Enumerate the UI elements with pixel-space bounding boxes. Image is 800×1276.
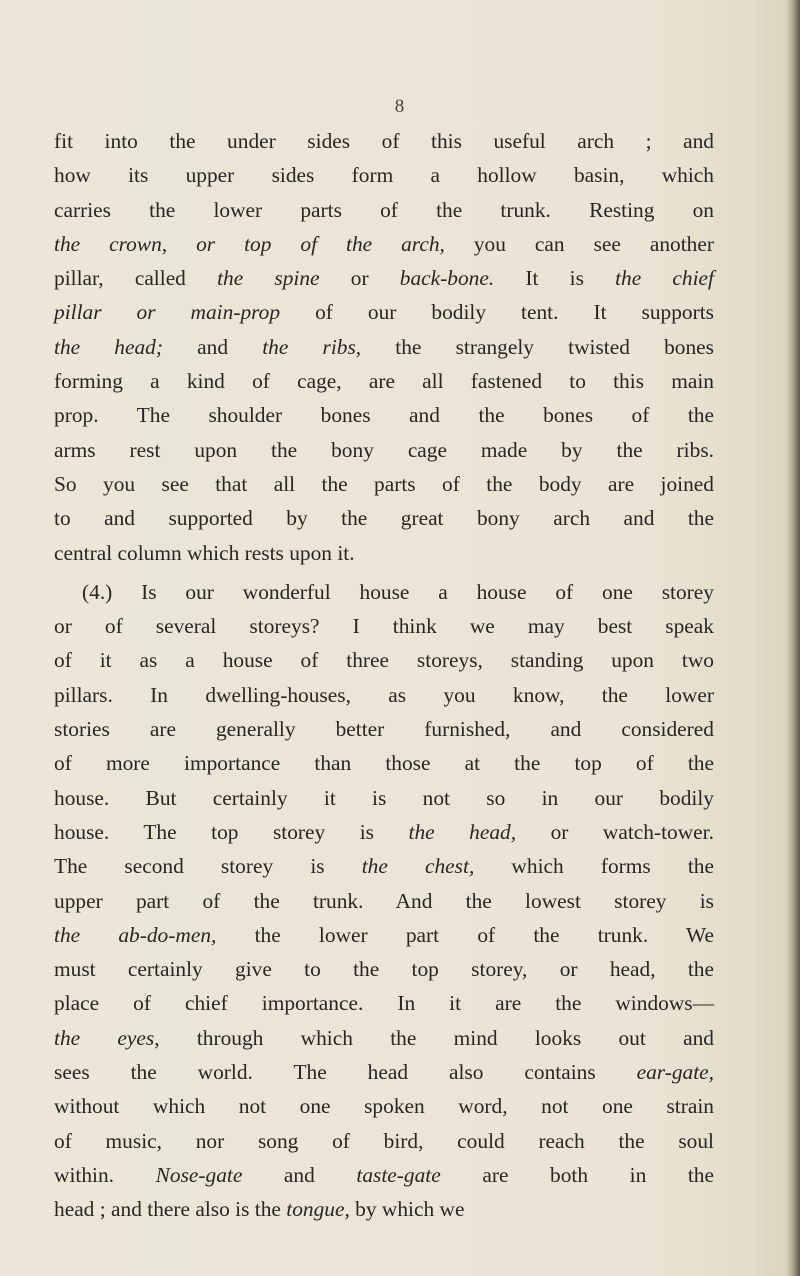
text-line [54,678,714,712]
text-line [54,609,714,643]
text-line [54,575,714,609]
text-run: to and supported by the great bony arch and the [54,506,714,531]
text-run: without which not one spoken word, not one strain [54,1094,714,1119]
text-run: stories are generally better furnished, and considered [54,717,714,742]
text-line [54,918,714,952]
text-run: fit into the under sides of this useful arch ; and [54,129,714,153]
text-run: sees the world. The head also contains [54,1060,637,1085]
text-line [54,364,714,398]
text-line [54,1055,714,1089]
page-edge [786,0,800,1276]
page-number: 8 [394,96,406,117]
text-run: through which the mind looks out and [159,1025,714,1050]
text-line [54,643,714,677]
text-run: or watch-tower. [516,819,714,844]
italic-text: ear-gate, [636,1060,714,1085]
text-line [54,1124,714,1158]
text-line [54,815,714,849]
italic-text: the chest, [361,854,475,879]
text-run: how its upper sides form a hollow basin, which [54,163,714,188]
text-run: (4.) Is our wonderful house a house of one storey [82,579,714,604]
text-run: or [319,266,400,291]
text-run: and [242,1162,357,1187]
italic-text: the chief [615,266,714,291]
text-line [54,536,714,570]
italic-text: the spine [217,266,320,291]
italic-text: the ribs, [262,334,362,359]
italic-text: tongue, [286,1197,350,1222]
text-run: are both in the [440,1162,714,1187]
text-line [54,330,714,364]
text-line [54,467,714,501]
text-line [54,295,714,329]
italic-text: the crown, or top of the arch, [54,231,445,256]
text-run: pillar, called [54,266,218,291]
italic-text: taste-gate [356,1162,441,1187]
text-run: arms rest upon the bony cage made by the ribs. [54,437,714,462]
text-line [54,501,714,535]
text-run: the strangely twisted bones [361,334,714,359]
text-line [54,884,714,918]
italic-text: back-bone. [399,266,495,291]
text-line [54,781,714,815]
text-line [54,746,714,780]
text-line [54,124,714,158]
text-run: The second storey is [54,854,362,879]
italic-text: pillar or main-prop [54,300,281,325]
text-run: So you see that all the parts of the body are joined [54,471,714,496]
text-line [54,1192,714,1226]
text-run: within. [54,1162,156,1187]
text-run: you can see another [444,231,714,256]
text-run: of music, nor song of bird, could reach the soul [54,1128,714,1153]
text-run: pillars. In dwelling-houses, as you know, the lower [54,682,714,707]
text-line [54,986,714,1020]
text-line [54,227,714,261]
text-line [54,261,714,295]
text-run: the lower part of the trunk. We [216,922,715,947]
text-line [54,433,714,467]
text-run: It is [494,266,616,291]
text-run: place of chief importance. In it are the windows— [54,991,714,1016]
text-line [54,193,714,227]
text-run: forming a kind of cage, are all fastened to this main [54,369,714,394]
text-run: prop. The shoulder bones and the bones of the [54,403,714,428]
italic-text: Nose-gate [155,1162,243,1187]
italic-text: the head; [54,334,163,359]
text-run: house. But certainly it is not so in our bodily [54,785,714,810]
text-line [54,849,714,883]
text-run: which forms the [474,854,715,879]
text-line [54,712,714,746]
text-run: of more importance than those at the top of the [54,751,714,776]
text-run: of it as a house of three storeys, standing upon two [54,648,714,673]
text-run: central column which rests upon it. [54,540,355,565]
italic-text: the ab-do-men, [54,922,217,947]
text-line [54,1158,714,1192]
text-line [54,952,714,986]
text-run: of our bodily tent. It supports [280,300,715,325]
text-run: head ; and there also is the [54,1197,287,1222]
italic-text: the head, [408,819,517,844]
body-text [54,124,714,1227]
text-line [54,1089,714,1123]
text-run: or of several storeys? I think we may best speak [54,614,714,639]
text-run: carries the lower parts of the trunk. Resting on [54,197,714,222]
italic-text: the eyes, [54,1025,160,1050]
text-line [54,158,714,192]
text-run: house. The top storey is [54,819,409,844]
text-run: by which we [349,1197,465,1222]
text-run: upper part of the trunk. And the lowest storey is [54,888,714,913]
text-line [54,398,714,432]
text-line [54,1021,714,1055]
text-run: and [163,334,263,359]
text-run: must certainly give to the top storey, or head, the [54,957,714,982]
